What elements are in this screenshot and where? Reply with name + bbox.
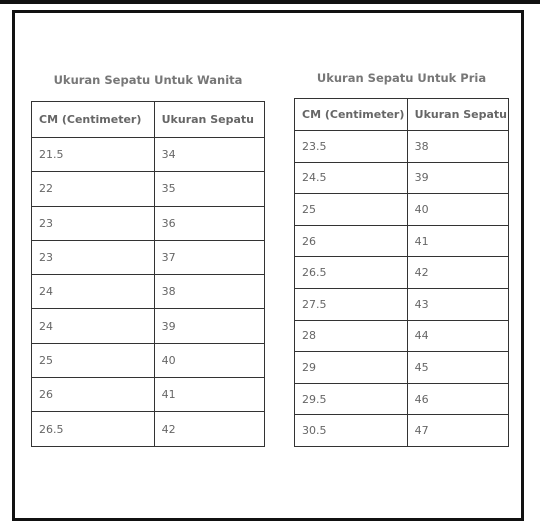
cell-cm: 27.5 <box>295 288 408 320</box>
table-row <box>295 225 509 257</box>
table-header-row <box>32 102 265 138</box>
cell-size: 41 <box>407 225 508 257</box>
table-row <box>32 275 265 309</box>
table-row <box>32 206 265 240</box>
cell-cm: 25 <box>32 343 155 377</box>
cell-cm: 26.5 <box>295 257 408 289</box>
cell-size: 34 <box>154 138 264 172</box>
cell-cm: 26 <box>295 225 408 257</box>
women-size-table <box>31 101 265 447</box>
cell-size: 36 <box>154 206 264 240</box>
table-row <box>295 383 509 415</box>
cell-size: 47 <box>407 415 508 447</box>
cell-size: 39 <box>154 309 264 343</box>
table-header-row <box>295 99 509 131</box>
table-row <box>295 415 509 447</box>
cell-cm: 23 <box>32 206 155 240</box>
table-row <box>295 320 509 352</box>
cell-size: 46 <box>407 383 508 415</box>
table-row <box>32 378 265 412</box>
cell-size: 35 <box>154 172 264 206</box>
table-row <box>295 288 509 320</box>
cell-size: 40 <box>407 194 508 226</box>
cell-size: 38 <box>407 131 508 163</box>
cell-cm: 22 <box>32 172 155 206</box>
men-size-block <box>294 70 509 447</box>
cell-cm: 25 <box>295 194 408 226</box>
cell-size: 41 <box>154 378 264 412</box>
cell-size: 37 <box>154 240 264 274</box>
cell-cm: 30.5 <box>295 415 408 447</box>
cell-cm: 23 <box>32 240 155 274</box>
header-cm: CM (Centimeter) <box>295 99 408 131</box>
women-size-block <box>31 72 265 447</box>
cell-cm: 29.5 <box>295 383 408 415</box>
table-row <box>295 257 509 289</box>
cell-cm: 24 <box>32 275 155 309</box>
header-cm: CM (Centimeter) <box>32 102 155 138</box>
cell-size: 39 <box>407 162 508 194</box>
cell-cm: 29 <box>295 352 408 384</box>
men-table-title: Ukuran Sepatu Untuk Pria <box>316 71 487 85</box>
table-row <box>32 240 265 274</box>
table-row <box>295 162 509 194</box>
cell-size: 43 <box>407 288 508 320</box>
table-row <box>32 309 265 343</box>
cell-cm: 24 <box>32 309 155 343</box>
cell-size: 40 <box>154 343 264 377</box>
table-row <box>295 352 509 384</box>
cell-cm: 26 <box>32 378 155 412</box>
men-size-table <box>294 98 509 447</box>
table-row <box>32 343 265 377</box>
cell-cm: 23.5 <box>295 131 408 163</box>
cell-size: 45 <box>407 352 508 384</box>
cell-size: 44 <box>407 320 508 352</box>
table-row <box>32 172 265 206</box>
table-row <box>295 131 509 163</box>
table-row <box>295 194 509 226</box>
table-row <box>32 412 265 446</box>
top-rule <box>0 0 540 4</box>
cell-cm: 26.5 <box>32 412 155 446</box>
cell-size: 38 <box>154 275 264 309</box>
cell-cm: 21.5 <box>32 138 155 172</box>
cell-cm: 28 <box>295 320 408 352</box>
table-row <box>32 138 265 172</box>
header-shoe-size: Ukuran Sepatu <box>407 99 508 131</box>
cell-cm: 24.5 <box>295 162 408 194</box>
cell-size: 42 <box>154 412 264 446</box>
women-table-title: Ukuran Sepatu Untuk Wanita <box>53 73 243 87</box>
cell-size: 42 <box>407 257 508 289</box>
header-shoe-size: Ukuran Sepatu <box>154 102 264 138</box>
